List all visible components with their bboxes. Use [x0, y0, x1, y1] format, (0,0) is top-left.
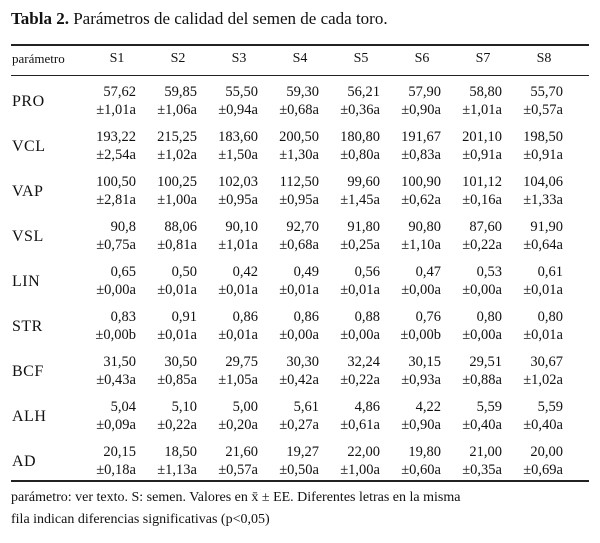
cell-mean: 200,50 [279, 129, 319, 145]
cell-error: ±0,43a [96, 372, 136, 388]
cell-mean: 198,50 [523, 129, 563, 145]
column-header-s6: S6 [414, 51, 430, 66]
cell-mean: 32,24 [347, 354, 380, 370]
table-cell [501, 398, 563, 434]
cell-mean: 0,80 [476, 309, 502, 325]
cell-error: ±0,20a [218, 417, 258, 433]
column-header-s7: S7 [475, 51, 491, 66]
footnote-line-1: parámetro: ver texto. S: semen. Valores en x̄ ± EE. Diferentes letras en la misma [11, 490, 461, 505]
table-cell [501, 353, 563, 389]
cell-error: ±0,95a [279, 192, 319, 208]
table-cell [440, 218, 502, 254]
table-cell [318, 353, 380, 389]
cell-error: ±2,54a [96, 147, 136, 163]
cell-mean: 55,50 [225, 84, 258, 100]
cell-mean: 201,10 [462, 129, 502, 145]
cell-error: ±0,40a [523, 417, 563, 433]
cell-mean: 91,90 [530, 219, 563, 235]
table-cell [196, 263, 258, 299]
cell-error: ±1,05a [218, 372, 258, 388]
table-row-bcf [0, 353, 600, 397]
table-cell [379, 83, 441, 119]
cell-mean: 21,60 [225, 444, 258, 460]
cell-mean: 99,60 [347, 174, 380, 190]
table-cell [74, 173, 136, 209]
cell-error: ±1,01a [218, 237, 258, 253]
table-cell [440, 443, 502, 479]
cell-error: ±0,68a [279, 237, 319, 253]
cell-error: ±0,27a [279, 417, 319, 433]
cell-error: ±0,57a [523, 102, 563, 118]
table-footnote [11, 487, 591, 531]
cell-error: ±0,61a [340, 417, 380, 433]
table-cell [196, 308, 258, 344]
cell-mean: 20,15 [103, 444, 136, 460]
cell-error: ±0,16a [462, 192, 502, 208]
table-cell [257, 173, 319, 209]
table-cell [135, 263, 197, 299]
table-cell [196, 398, 258, 434]
cell-mean: 5,00 [232, 399, 258, 415]
table-cell [196, 173, 258, 209]
cell-error: ±0,01a [157, 282, 197, 298]
table-cell [135, 173, 197, 209]
cell-error: ±0,94a [218, 102, 258, 118]
cell-error: ±0,25a [340, 237, 380, 253]
cell-mean: 0,47 [415, 264, 441, 280]
cell-mean: 30,30 [286, 354, 319, 370]
cell-mean: 5,10 [171, 399, 197, 415]
cell-mean: 5,59 [537, 399, 563, 415]
table-caption-label: Tabla 2. [11, 9, 69, 28]
cell-error: ±1,01a [462, 102, 502, 118]
cell-mean: 5,61 [293, 399, 319, 415]
bottom-rule [11, 480, 589, 482]
column-header-s5: S5 [353, 51, 369, 66]
row-label: VAP [12, 183, 44, 200]
cell-error: ±1,02a [157, 147, 197, 163]
table-cell [318, 443, 380, 479]
cell-mean: 90,80 [408, 219, 441, 235]
table-cell [379, 353, 441, 389]
table-row-lin [0, 263, 600, 307]
table-cell [196, 128, 258, 164]
cell-error: ±1,45a [340, 192, 380, 208]
table-cell [318, 128, 380, 164]
cell-mean: 112,50 [279, 174, 319, 190]
cell-mean: 90,8 [110, 219, 136, 235]
cell-mean: 56,21 [347, 84, 380, 100]
cell-mean: 0,50 [171, 264, 197, 280]
cell-error: ±0,00a [401, 282, 441, 298]
table-cell [318, 173, 380, 209]
cell-mean: 30,67 [530, 354, 563, 370]
cell-mean: 30,15 [408, 354, 441, 370]
table-cell [257, 308, 319, 344]
column-header-s8: S8 [536, 51, 552, 66]
table-row-pro [0, 83, 600, 127]
cell-error: ±0,95a [218, 192, 258, 208]
cell-error: ±1,00a [157, 192, 197, 208]
table-cell [379, 218, 441, 254]
table-row-vcl [0, 128, 600, 172]
table-cell [74, 398, 136, 434]
table-cell [74, 83, 136, 119]
cell-error: ±0,00a [462, 282, 502, 298]
table-cell [379, 443, 441, 479]
table-cell [74, 308, 136, 344]
column-header-s3: S3 [231, 51, 247, 66]
cell-mean: 4,22 [415, 399, 441, 415]
table-cell [135, 218, 197, 254]
cell-mean: 104,06 [523, 174, 563, 190]
table-cell [135, 83, 197, 119]
table-cell [257, 83, 319, 119]
cell-error: ±0,85a [157, 372, 197, 388]
table-cell [74, 128, 136, 164]
table-cell [196, 83, 258, 119]
column-header-s1: S1 [109, 51, 125, 66]
row-label: ALH [12, 408, 47, 425]
cell-error: ±0,01a [279, 282, 319, 298]
cell-error: ±0,69a [523, 462, 563, 478]
cell-error: ±0,18a [96, 462, 136, 478]
table-cell [379, 398, 441, 434]
cell-mean: 58,80 [469, 84, 502, 100]
cell-error: ±0,64a [523, 237, 563, 253]
cell-mean: 92,70 [286, 219, 319, 235]
cell-mean: 0,91 [171, 309, 197, 325]
cell-error: ±0,57a [218, 462, 258, 478]
cell-error: ±0,42a [279, 372, 319, 388]
cell-error: ±2,81a [96, 192, 136, 208]
cell-mean: 0,42 [232, 264, 258, 280]
cell-error: ±0,01a [340, 282, 380, 298]
cell-error: ±0,00a [279, 327, 319, 343]
cell-error: ±0,09a [96, 417, 136, 433]
cell-error: ±0,91a [523, 147, 563, 163]
cell-error: ±0,40a [462, 417, 502, 433]
table-cell [318, 398, 380, 434]
cell-error: ±0,01a [523, 282, 563, 298]
cell-error: ±0,68a [279, 102, 319, 118]
cell-error: ±1,00a [340, 462, 380, 478]
table-cell [379, 173, 441, 209]
table-cell [196, 443, 258, 479]
cell-mean: 101,12 [462, 174, 502, 190]
cell-mean: 87,60 [469, 219, 502, 235]
table-cell [318, 308, 380, 344]
cell-mean: 5,04 [110, 399, 136, 415]
table-cell [257, 263, 319, 299]
cell-mean: 102,03 [218, 174, 258, 190]
cell-error: ±0,22a [340, 372, 380, 388]
row-label: PRO [12, 93, 45, 110]
column-header-s4: S4 [292, 51, 308, 66]
cell-mean: 19,80 [408, 444, 441, 460]
cell-mean: 5,59 [476, 399, 502, 415]
cell-error: ±0,88a [462, 372, 502, 388]
cell-error: ±0,90a [401, 102, 441, 118]
table-caption-text: Parámetros de calidad del semen de cada toro. [73, 9, 388, 28]
cell-error: ±0,01a [218, 282, 258, 298]
cell-error: ±0,91a [462, 147, 502, 163]
table-cell [318, 83, 380, 119]
table-cell [257, 218, 319, 254]
cell-mean: 100,90 [401, 174, 441, 190]
cell-error: ±0,00b [400, 327, 441, 343]
cell-mean: 0,86 [232, 309, 258, 325]
cell-error: ±0,80a [340, 147, 380, 163]
row-label: VCL [12, 138, 46, 155]
cell-mean: 0,86 [293, 309, 319, 325]
cell-mean: 215,25 [157, 129, 197, 145]
cell-mean: 57,62 [103, 84, 136, 100]
cell-mean: 20,00 [530, 444, 563, 460]
cell-mean: 100,25 [157, 174, 197, 190]
cell-mean: 22,00 [347, 444, 380, 460]
cell-mean: 0,83 [110, 309, 136, 325]
table-cell [135, 398, 197, 434]
cell-mean: 0,80 [537, 309, 563, 325]
table-cell [257, 443, 319, 479]
cell-error: ±0,50a [279, 462, 319, 478]
row-label: STR [12, 318, 43, 335]
cell-mean: 100,50 [96, 174, 136, 190]
table-cell [135, 353, 197, 389]
column-header-s2: S2 [170, 51, 186, 66]
table-cell [440, 263, 502, 299]
cell-error: ±0,60a [401, 462, 441, 478]
cell-error: ±0,01a [157, 327, 197, 343]
cell-error: ±0,81a [157, 237, 197, 253]
cell-mean: 0,65 [110, 264, 136, 280]
table-cell [501, 83, 563, 119]
header-param: parámetro [12, 51, 65, 66]
table-cell [318, 263, 380, 299]
cell-mean: 59,30 [286, 84, 319, 100]
table-cell [318, 218, 380, 254]
table-cell [135, 443, 197, 479]
row-label: LIN [12, 273, 41, 290]
row-label: AD [12, 453, 37, 470]
top-rule [11, 44, 589, 46]
cell-error: ±0,62a [401, 192, 441, 208]
cell-error: ±1,30a [279, 147, 319, 163]
cell-mean: 0,53 [476, 264, 502, 280]
cell-mean: 90,10 [225, 219, 258, 235]
table-cell [74, 443, 136, 479]
cell-error: ±0,01a [218, 327, 258, 343]
table-cell [440, 308, 502, 344]
cell-error: ±0,36a [340, 102, 380, 118]
cell-error: ±1,01a [96, 102, 136, 118]
table-caption [11, 9, 388, 29]
cell-mean: 0,76 [415, 309, 441, 325]
cell-mean: 18,50 [164, 444, 197, 460]
cell-mean: 180,80 [340, 129, 380, 145]
table-cell [440, 353, 502, 389]
table-cell [501, 128, 563, 164]
cell-mean: 0,56 [354, 264, 380, 280]
row-label: BCF [12, 363, 44, 380]
table-cell [440, 83, 502, 119]
table-cell [440, 128, 502, 164]
table-cell [257, 398, 319, 434]
cell-mean: 29,51 [469, 354, 502, 370]
table-cell [257, 128, 319, 164]
cell-mean: 59,85 [164, 84, 197, 100]
cell-mean: 31,50 [103, 354, 136, 370]
cell-mean: 191,67 [401, 129, 441, 145]
cell-error: ±0,00a [96, 282, 136, 298]
cell-error: ±1,10a [401, 237, 441, 253]
cell-mean: 88,06 [164, 219, 197, 235]
cell-mean: 30,50 [164, 354, 197, 370]
table-row-vap [0, 173, 600, 217]
table-cell [196, 353, 258, 389]
table-cell [196, 218, 258, 254]
cell-error: ±1,13a [157, 462, 197, 478]
cell-mean: 29,75 [225, 354, 258, 370]
cell-error: ±1,02a [523, 372, 563, 388]
table-cell [135, 128, 197, 164]
cell-error: ±0,00b [95, 327, 136, 343]
cell-error: ±0,00a [462, 327, 502, 343]
cell-error: ±1,33a [523, 192, 563, 208]
cell-mean: 19,27 [286, 444, 319, 460]
table-cell [379, 308, 441, 344]
cell-mean: 21,00 [469, 444, 502, 460]
cell-mean: 0,88 [354, 309, 380, 325]
header-rule [11, 75, 589, 76]
table-cell [501, 218, 563, 254]
row-label: VSL [12, 228, 44, 245]
table-row-alh [0, 398, 600, 442]
table-cell [74, 263, 136, 299]
cell-error: ±0,01a [523, 327, 563, 343]
table-cell [501, 308, 563, 344]
table-cell [501, 173, 563, 209]
cell-mean: 0,49 [293, 264, 319, 280]
cell-error: ±0,75a [96, 237, 136, 253]
table-cell [379, 263, 441, 299]
table-cell [135, 308, 197, 344]
table-row-str [0, 308, 600, 352]
table-cell [501, 263, 563, 299]
table-cell [501, 443, 563, 479]
table-cell [74, 353, 136, 389]
cell-error: ±1,06a [157, 102, 197, 118]
cell-mean: 4,86 [354, 399, 380, 415]
cell-error: ±1,50a [218, 147, 258, 163]
cell-error: ±0,22a [462, 237, 502, 253]
cell-error: ±0,83a [401, 147, 441, 163]
cell-error: ±0,93a [401, 372, 441, 388]
cell-mean: 55,70 [530, 84, 563, 100]
cell-mean: 57,90 [408, 84, 441, 100]
cell-mean: 183,60 [218, 129, 258, 145]
cell-error: ±0,90a [401, 417, 441, 433]
table-cell [257, 353, 319, 389]
table-cell [74, 218, 136, 254]
table-cell [379, 128, 441, 164]
table-row-vsl [0, 218, 600, 262]
cell-error: ±0,35a [462, 462, 502, 478]
cell-mean: 193,22 [96, 129, 136, 145]
table-cell [440, 398, 502, 434]
cell-mean: 91,80 [347, 219, 380, 235]
cell-error: ±0,22a [157, 417, 197, 433]
footnote-line-2: fila indican diferencias significativas (p<0,05) [11, 512, 270, 527]
cell-mean: 0,61 [537, 264, 563, 280]
cell-error: ±0,00a [340, 327, 380, 343]
table-cell [440, 173, 502, 209]
